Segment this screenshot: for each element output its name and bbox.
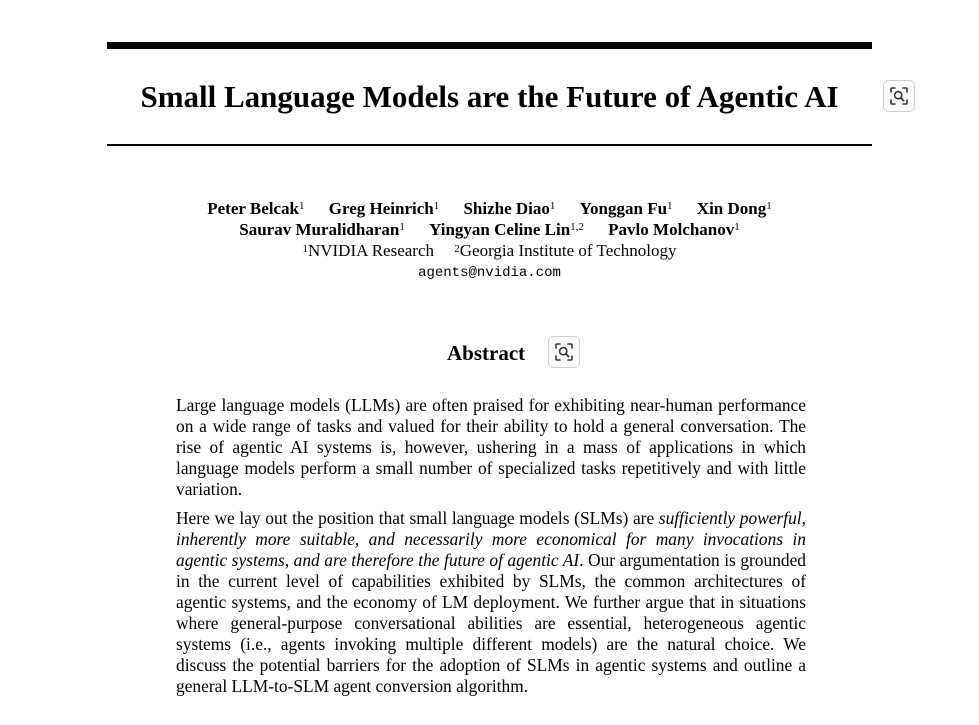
author-block: [107, 198, 872, 284]
contact-email: agents@nvidia.com: [418, 265, 561, 281]
title-lens-button[interactable]: [883, 80, 915, 112]
author: Yonggan Fu$^1$: [579, 199, 673, 218]
author: Greg Heinrich$^1$: [328, 199, 440, 218]
abstract-paragraph-2: Here we lay out the position that small language models (SLMs) are sufficiently powerful, inherently more suitable, and necessarily more economical for many invocations in agentic systems, and are therefore the future of agentic AI. Our argumentation is grounded in the current level of capabilities exhibited by SLMs, the common architectures of agentic systems, and the economy of LM deployment. We further argue that in situations where general-purpose conversational abilities are essential, heterogeneous agentic systems (i.e., agents invoking multiple different models) are the natural choice. We discuss the potential barriers for the adoption of SLMs in agentic systems and outline a general LLM-to-SLM agent conversion algorithm.: [176, 508, 807, 696]
author-line-2: [107, 219, 872, 240]
abstract-lens-button[interactable]: [548, 336, 580, 368]
zoom-search-icon: [889, 86, 909, 106]
affiliation: $^1$NVIDIA Research: [302, 241, 434, 260]
author: Shizhe Diao$^1$: [463, 199, 556, 218]
abstract-heading: Abstract: [447, 341, 526, 365]
affiliation: $^2$Georgia Institute of Technology: [454, 241, 677, 260]
position-statement: sufficiently powerful, inherently more suitable, and necessarily more economical for many invocations in agentic systems, and are therefore the future of agentic AI: [176, 508, 806, 570]
affiliations: [107, 240, 872, 262]
title-bottom-rule: [107, 144, 872, 146]
author: Peter Belcak$^1$: [207, 199, 305, 218]
title-top-rule: [107, 42, 872, 49]
author-line-1: [107, 198, 872, 219]
paper-title: Small Language Models are the Future of Agentic AI: [140, 79, 839, 114]
zoom-search-icon: [554, 342, 574, 362]
abstract-body: [176, 395, 806, 705]
author: Yingyan Celine Lin$^{1,2}$: [429, 220, 584, 239]
author: Saurav Muralidharan$^1$: [239, 220, 405, 239]
author: Pavlo Molchanov$^1$: [608, 220, 740, 239]
author: Xin Dong$^1$: [696, 199, 772, 218]
abstract-paragraph-1: Large language models (LLMs) are often praised for exhibiting near-human performance on a wide range of tasks and valued for their ability to hold a general conversation. The rise of agentic AI systems is, however, ushering in a mass of applications in which language models perform a small number of specialized tasks repetitively and with little variation.: [176, 395, 806, 499]
